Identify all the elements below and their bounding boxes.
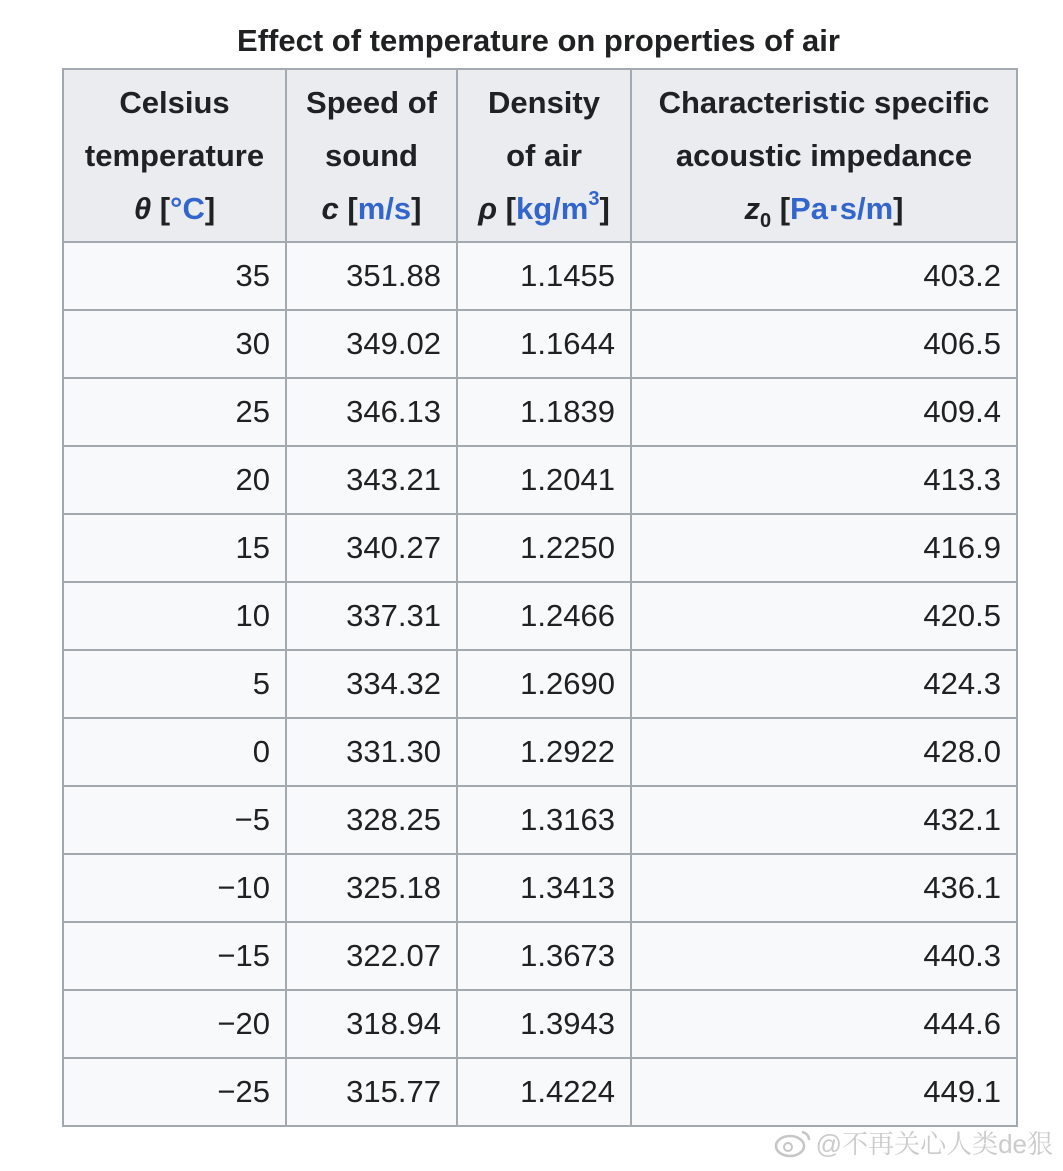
header-density-of-air xyxy=(457,69,631,242)
symbol-theta: θ xyxy=(133,191,152,226)
table-row xyxy=(63,582,1017,650)
cell-temperature: 15 xyxy=(63,514,286,582)
table-row xyxy=(63,650,1017,718)
cell-temperature: −5 xyxy=(63,786,286,854)
header-line: temperature xyxy=(84,138,265,173)
cell-speed-of-sound: 334.32 xyxy=(286,650,457,718)
symbol-c: c xyxy=(321,191,339,226)
cell-density: 1.3943 xyxy=(457,990,631,1058)
cell-density: 1.4224 xyxy=(457,1058,631,1126)
symbol-rho: ρ xyxy=(478,191,498,226)
air-properties-table xyxy=(62,68,1018,1127)
cell-temperature: 30 xyxy=(63,310,286,378)
cell-density: 1.1839 xyxy=(457,378,631,446)
header-line: Celsius xyxy=(119,85,230,120)
cell-density: 1.2922 xyxy=(457,718,631,786)
table-row xyxy=(63,310,1017,378)
header-line: Speed of xyxy=(306,85,437,120)
cell-temperature: 5 xyxy=(63,650,286,718)
cell-temperature: 20 xyxy=(63,446,286,514)
table-row xyxy=(63,786,1017,854)
header-line: Density xyxy=(488,85,600,120)
cell-speed-of-sound: 322.07 xyxy=(286,922,457,990)
table-row xyxy=(63,854,1017,922)
table-row xyxy=(63,242,1017,310)
header-acoustic-impedance xyxy=(631,69,1017,242)
header-row xyxy=(63,69,1017,242)
unit-link-pascal-second-per-meter[interactable]: Pa⋅s/m xyxy=(790,191,894,226)
cell-density: 1.1455 xyxy=(457,242,631,310)
cell-speed-of-sound: 328.25 xyxy=(286,786,457,854)
cell-speed-of-sound: 331.30 xyxy=(286,718,457,786)
cell-speed-of-sound: 337.31 xyxy=(286,582,457,650)
cell-impedance: 409.4 xyxy=(631,378,1017,446)
cell-density: 1.1644 xyxy=(457,310,631,378)
header-line: of air xyxy=(506,138,582,173)
header-symbol-line: c [m/s] xyxy=(321,191,422,226)
cell-impedance: 428.0 xyxy=(631,718,1017,786)
table-body xyxy=(63,242,1017,1126)
cell-impedance: 406.5 xyxy=(631,310,1017,378)
symbol-z: z xyxy=(744,191,760,226)
cell-impedance: 444.6 xyxy=(631,990,1017,1058)
header-speed-of-sound xyxy=(286,69,457,242)
cell-temperature: 25 xyxy=(63,378,286,446)
cell-impedance: 440.3 xyxy=(631,922,1017,990)
header-line: sound xyxy=(325,138,418,173)
cell-speed-of-sound: 343.21 xyxy=(286,446,457,514)
cell-density: 1.3673 xyxy=(457,922,631,990)
unit-link-meters-per-second[interactable]: m/s xyxy=(357,191,412,226)
unit-superscript: 3 xyxy=(588,188,600,210)
unit-text: kg/m xyxy=(515,191,589,226)
cell-temperature: −15 xyxy=(63,922,286,990)
cell-density: 1.2041 xyxy=(457,446,631,514)
cell-impedance: 413.3 xyxy=(631,446,1017,514)
cell-temperature: 10 xyxy=(63,582,286,650)
cell-speed-of-sound: 315.77 xyxy=(286,1058,457,1126)
cell-impedance: 436.1 xyxy=(631,854,1017,922)
unit-link-kg-per-cubic-meter[interactable] xyxy=(515,188,600,226)
cell-density: 1.2466 xyxy=(457,582,631,650)
cell-impedance: 432.1 xyxy=(631,786,1017,854)
cell-density: 1.2690 xyxy=(457,650,631,718)
table-row xyxy=(63,718,1017,786)
cell-density: 1.2250 xyxy=(457,514,631,582)
table-row xyxy=(63,990,1017,1058)
cell-speed-of-sound: 340.27 xyxy=(286,514,457,582)
cell-speed-of-sound: 349.02 xyxy=(286,310,457,378)
table-caption: Effect of temperature on properties of air xyxy=(237,23,840,58)
cell-impedance: 424.3 xyxy=(631,650,1017,718)
header-symbol-line: $z_0$ [Pa⋅s/m] xyxy=(744,191,904,232)
cell-impedance: 403.2 xyxy=(631,242,1017,310)
cell-impedance: 416.9 xyxy=(631,514,1017,582)
cell-temperature: 35 xyxy=(63,242,286,310)
cell-speed-of-sound: 318.94 xyxy=(286,990,457,1058)
weibo-icon xyxy=(774,1128,812,1158)
header-symbol-line: ρ $[kg/m^3]$ xyxy=(478,188,610,226)
cell-impedance: 449.1 xyxy=(631,1058,1017,1126)
header-line: acoustic impedance xyxy=(675,138,973,173)
cell-temperature: 0 xyxy=(63,718,286,786)
watermark xyxy=(774,1124,1053,1161)
symbol-subscript: 0 xyxy=(759,210,772,232)
table-row xyxy=(63,1058,1017,1126)
table-row xyxy=(63,514,1017,582)
table-row xyxy=(63,378,1017,446)
header-line: Characteristic specific xyxy=(658,85,990,120)
cell-speed-of-sound: 351.88 xyxy=(286,242,457,310)
cell-temperature: −20 xyxy=(63,990,286,1058)
header-symbol-line: θ [°C] xyxy=(133,191,216,226)
cell-speed-of-sound: 346.13 xyxy=(286,378,457,446)
table-row xyxy=(63,922,1017,990)
cell-impedance: 420.5 xyxy=(631,582,1017,650)
unit-link-celsius[interactable]: °C xyxy=(170,191,205,226)
header-celsius-temperature xyxy=(63,69,286,242)
watermark-text: @不再关心人类de狠 xyxy=(815,1129,1053,1159)
cell-density: 1.3163 xyxy=(457,786,631,854)
cell-density: 1.3413 xyxy=(457,854,631,922)
cell-temperature: −25 xyxy=(63,1058,286,1126)
cell-temperature: −10 xyxy=(63,854,286,922)
cell-speed-of-sound: 325.18 xyxy=(286,854,457,922)
table-row xyxy=(63,446,1017,514)
